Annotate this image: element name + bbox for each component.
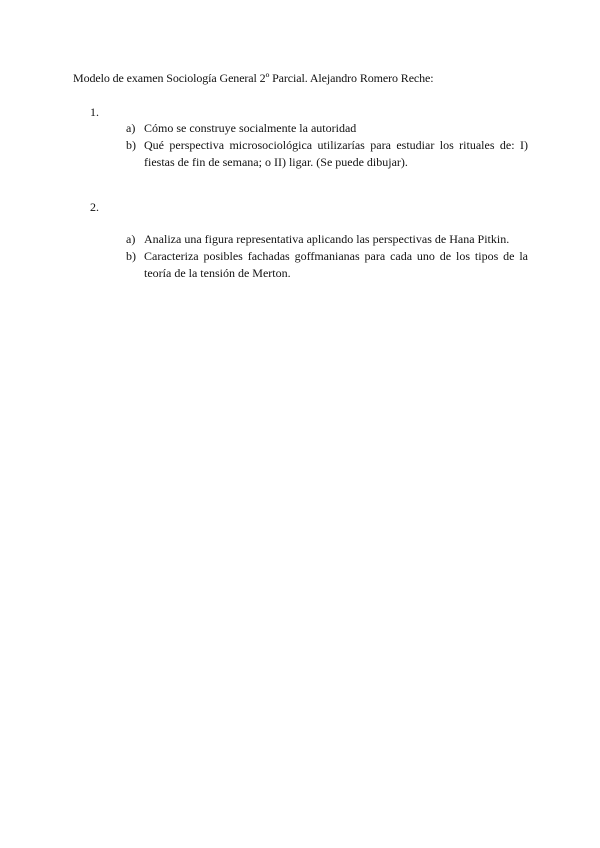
question-1-item-a	[126, 120, 528, 137]
question-2-item-b	[126, 248, 528, 282]
item-letter: b)	[126, 249, 136, 263]
item-letter: b)	[126, 138, 136, 152]
item-text: Qué perspectiva microsociológica utilizarías para estudiar los rituales de: I) fiestas de fin de semana; o II) ligar. (Se puede dibujar).	[144, 138, 528, 169]
item-text: Caracteriza posibles fachadas goffmanianas para cada uno de los tipos de la teoría de la tensión de Merton.	[144, 249, 528, 280]
document-title: Modelo de examen Sociología General 2º Parcial. Alejandro Romero Reche:	[73, 71, 434, 85]
item-text: Cómo se construye socialmente la autoridad	[144, 121, 357, 135]
question-2-number: 2.	[90, 200, 99, 214]
item-letter: a)	[126, 121, 136, 135]
question-2-item-a	[126, 231, 528, 248]
item-text: Analiza una figura representativa aplicando las perspectivas de Hana Pitkin.	[144, 232, 510, 246]
item-letter: a)	[126, 232, 136, 246]
question-1-number: 1.	[90, 105, 99, 119]
question-1-item-b	[126, 137, 528, 171]
